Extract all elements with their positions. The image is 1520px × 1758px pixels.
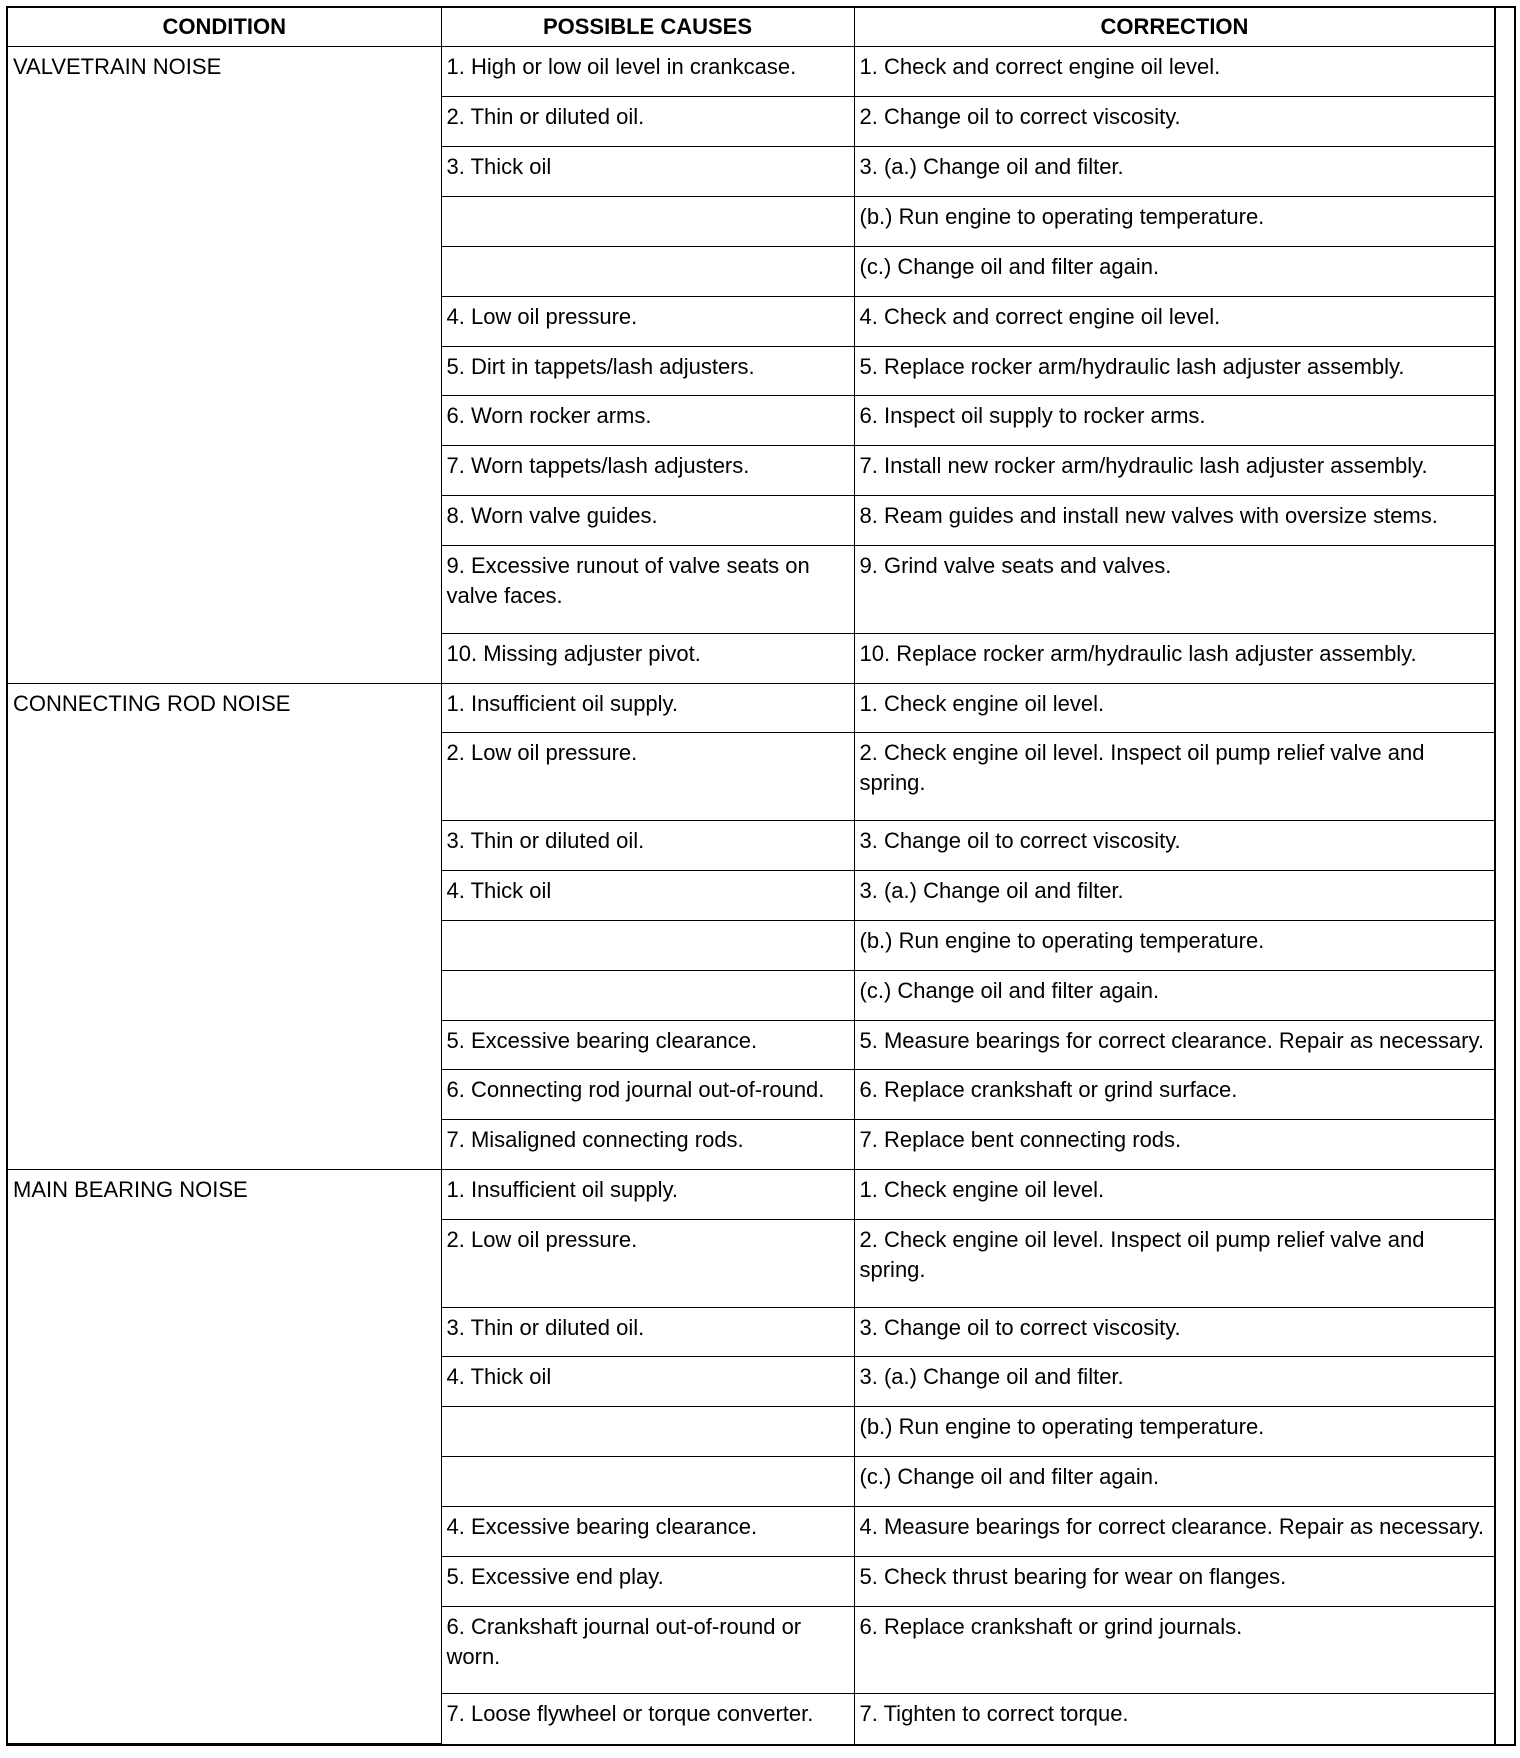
- cause-cell: 7. Worn tappets/lash adjusters.: [441, 446, 854, 496]
- cause-cell: [441, 970, 854, 1020]
- cause-cell: 6. Connecting rod journal out-of-round.: [441, 1070, 854, 1120]
- cause-cell: 2. Low oil pressure.: [441, 733, 854, 820]
- correction-cell: 4. Measure bearings for correct clearance. Repair as necessary.: [854, 1507, 1495, 1557]
- cause-cell: 3. Thick oil: [441, 146, 854, 196]
- correction-cell: 1. Check engine oil level.: [854, 683, 1495, 733]
- correction-cell: 2. Change oil to correct viscosity.: [854, 96, 1495, 146]
- correction-cell: 5. Check thrust bearing for wear on flanges.: [854, 1557, 1495, 1607]
- condition-cell: MAIN BEARING NOISE: [8, 1170, 441, 1744]
- condition-cell: CONNECTING ROD NOISE: [8, 683, 441, 1170]
- header-condition: CONDITION: [8, 8, 441, 47]
- header-possible-causes: POSSIBLE CAUSES: [441, 8, 854, 47]
- correction-cell: (c.) Change oil and filter again.: [854, 970, 1495, 1020]
- table-row: [8, 1170, 1495, 1220]
- cause-cell: 3. Thin or diluted oil.: [441, 820, 854, 870]
- cause-cell: 1. Insufficient oil supply.: [441, 683, 854, 733]
- cause-cell: 8. Worn valve guides.: [441, 496, 854, 546]
- cause-cell: 6. Worn rocker arms.: [441, 396, 854, 446]
- correction-cell: 3. (a.) Change oil and filter.: [854, 146, 1495, 196]
- table-body: [8, 47, 1495, 1744]
- correction-cell: 5. Replace rocker arm/hydraulic lash adjuster assembly.: [854, 346, 1495, 396]
- correction-cell: 8. Ream guides and install new valves with oversize stems.: [854, 496, 1495, 546]
- header-correction: CORRECTION: [854, 8, 1495, 47]
- cause-cell: 4. Excessive bearing clearance.: [441, 1507, 854, 1557]
- cause-cell: [441, 920, 854, 970]
- diagnosis-table: [8, 8, 1496, 1744]
- header-row: [8, 8, 1495, 47]
- correction-cell: 7. Tighten to correct torque.: [854, 1694, 1495, 1744]
- cause-cell: 2. Low oil pressure.: [441, 1220, 854, 1307]
- cause-cell: 7. Loose flywheel or torque converter.: [441, 1694, 854, 1744]
- correction-cell: 2. Check engine oil level. Inspect oil pump relief valve and spring.: [854, 1220, 1495, 1307]
- correction-cell: (b.) Run engine to operating temperature.: [854, 920, 1495, 970]
- correction-cell: (c.) Change oil and filter again.: [854, 1457, 1495, 1507]
- cause-cell: 6. Crankshaft journal out-of-round or worn.: [441, 1607, 854, 1694]
- cause-cell: 4. Thick oil: [441, 1357, 854, 1407]
- correction-cell: 3. Change oil to correct viscosity.: [854, 1307, 1495, 1357]
- cause-cell: 5. Excessive end play.: [441, 1557, 854, 1607]
- correction-cell: 7. Replace bent connecting rods.: [854, 1120, 1495, 1170]
- cause-cell: [441, 1407, 854, 1457]
- correction-cell: 6. Replace crankshaft or grind journals.: [854, 1607, 1495, 1694]
- correction-cell: 5. Measure bearings for correct clearance. Repair as necessary.: [854, 1020, 1495, 1070]
- cause-cell: [441, 246, 854, 296]
- correction-cell: 4. Check and correct engine oil level.: [854, 296, 1495, 346]
- correction-cell: 10. Replace rocker arm/hydraulic lash adjuster assembly.: [854, 633, 1495, 683]
- cause-cell: 4. Thick oil: [441, 870, 854, 920]
- correction-cell: (b.) Run engine to operating temperature.: [854, 196, 1495, 246]
- table-row: [8, 47, 1495, 97]
- cause-cell: 10. Missing adjuster pivot.: [441, 633, 854, 683]
- cause-cell: [441, 196, 854, 246]
- correction-cell: 6. Inspect oil supply to rocker arms.: [854, 396, 1495, 446]
- cause-cell: 7. Misaligned connecting rods.: [441, 1120, 854, 1170]
- cause-cell: 1. Insufficient oil supply.: [441, 1170, 854, 1220]
- condition-cell: VALVETRAIN NOISE: [8, 47, 441, 684]
- correction-cell: 3. Change oil to correct viscosity.: [854, 820, 1495, 870]
- cause-cell: 5. Dirt in tappets/lash adjusters.: [441, 346, 854, 396]
- correction-cell: 9. Grind valve seats and valves.: [854, 546, 1495, 633]
- correction-cell: 1. Check and correct engine oil level.: [854, 47, 1495, 97]
- cause-cell: [441, 1457, 854, 1507]
- diagnosis-chart: [6, 6, 1516, 1746]
- correction-cell: 7. Install new rocker arm/hydraulic lash adjuster assembly.: [854, 446, 1495, 496]
- correction-cell: (c.) Change oil and filter again.: [854, 246, 1495, 296]
- table-row: [8, 683, 1495, 733]
- correction-cell: 3. (a.) Change oil and filter.: [854, 1357, 1495, 1407]
- correction-cell: 2. Check engine oil level. Inspect oil pump relief valve and spring.: [854, 733, 1495, 820]
- cause-cell: 5. Excessive bearing clearance.: [441, 1020, 854, 1070]
- cause-cell: 9. Excessive runout of valve seats on valve faces.: [441, 546, 854, 633]
- cause-cell: 1. High or low oil level in crankcase.: [441, 47, 854, 97]
- correction-cell: 6. Replace crankshaft or grind surface.: [854, 1070, 1495, 1120]
- correction-cell: (b.) Run engine to operating temperature.: [854, 1407, 1495, 1457]
- correction-cell: 3. (a.) Change oil and filter.: [854, 870, 1495, 920]
- cause-cell: 2. Thin or diluted oil.: [441, 96, 854, 146]
- cause-cell: 4. Low oil pressure.: [441, 296, 854, 346]
- cause-cell: 3. Thin or diluted oil.: [441, 1307, 854, 1357]
- correction-cell: 1. Check engine oil level.: [854, 1170, 1495, 1220]
